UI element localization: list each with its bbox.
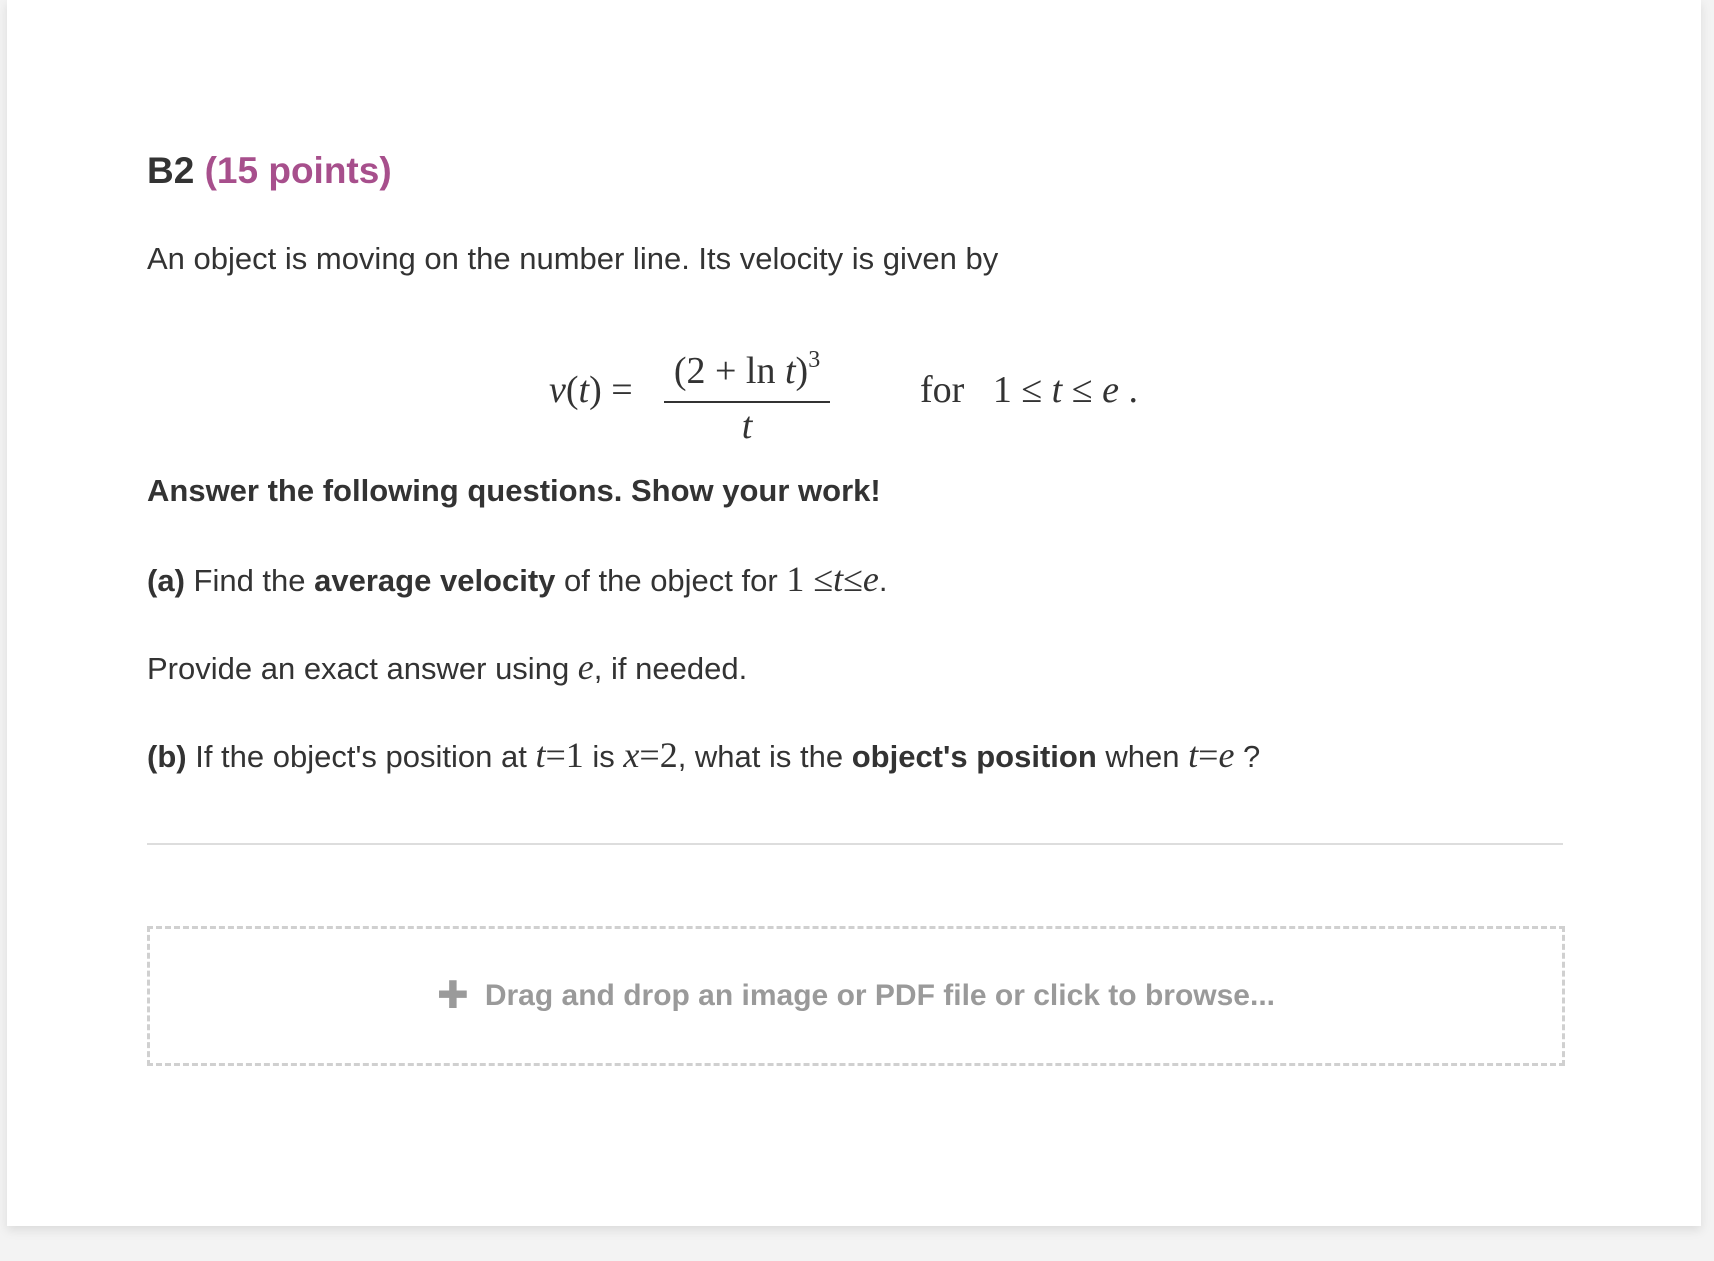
- question-card: [7, 0, 1701, 1226]
- note-text1: Provide an exact answer using: [147, 651, 578, 686]
- exact-answer-note: [147, 648, 747, 688]
- part-b-text2: is: [583, 739, 624, 774]
- t2-val: e: [1218, 735, 1235, 775]
- cond-dot: .: [1118, 369, 1138, 411]
- instructions-text: [147, 472, 881, 510]
- fraction-denominator: t: [741, 405, 753, 447]
- t1-val: 1: [565, 735, 584, 775]
- math-one: 1: [786, 559, 805, 599]
- intro-text: An object is moving on the number line. Its velocity is given by: [147, 241, 999, 276]
- cond-le: ≤: [1062, 369, 1103, 411]
- part-b-t1: [535, 735, 583, 775]
- eq-open: (: [565, 369, 579, 411]
- fraction-numerator: [664, 338, 830, 393]
- part-a-text2: of the object for: [555, 563, 787, 598]
- instructions-bold: Answer the following questions. Show your work!: [147, 473, 881, 508]
- eq-v: v: [549, 369, 566, 411]
- question-points: (15 points): [204, 150, 392, 191]
- eq-close-equals: ) =: [589, 369, 633, 411]
- x-var: x: [623, 735, 640, 775]
- math-e: e: [862, 559, 879, 599]
- num-text: (2 + ln: [673, 350, 785, 392]
- part-b-label: (b): [147, 739, 187, 774]
- t1-eq: =: [545, 735, 566, 775]
- equation-lhs: [549, 368, 633, 412]
- part-b-text4: when: [1096, 739, 1189, 774]
- part-a: [147, 560, 887, 600]
- question-title: [147, 150, 392, 192]
- note-text2: , if needed.: [593, 651, 748, 686]
- num-close: ): [795, 350, 809, 392]
- t2-eq: =: [1198, 735, 1219, 775]
- t2-var: t: [1188, 735, 1199, 775]
- num-var: t: [784, 350, 796, 392]
- section-divider: [147, 843, 1563, 845]
- plus-icon: ✚: [437, 975, 469, 1017]
- part-b: [147, 736, 1260, 776]
- x-eq: =: [639, 735, 660, 775]
- math-le1: ≤: [813, 559, 834, 599]
- part-a-text1: Find the: [184, 563, 315, 598]
- part-a-end: .: [878, 563, 888, 598]
- math-le2: ≤: [843, 559, 863, 599]
- part-a-label: (a): [147, 563, 185, 598]
- eq-t: t: [578, 369, 590, 411]
- velocity-equation: [147, 338, 1569, 447]
- part-a-math: [786, 559, 879, 599]
- t1-var: t: [535, 735, 546, 775]
- part-b-text1: If the object's position at: [186, 739, 536, 774]
- part-b-text3: , what is the: [677, 739, 852, 774]
- cond-one: 1 ≤: [992, 369, 1052, 411]
- x-val: 2: [659, 735, 678, 775]
- upload-label: Drag and drop an image or PDF file or click to browse...: [484, 979, 1275, 1012]
- num-exponent: 3: [808, 347, 821, 373]
- question-id: B2: [147, 150, 195, 191]
- part-a-bold: average velocity: [314, 563, 556, 598]
- equation-condition: [920, 368, 1138, 412]
- part-b-t2: [1188, 735, 1234, 775]
- equation-fraction: [664, 338, 830, 449]
- part-b-x: [623, 735, 677, 775]
- cond-for: for: [920, 369, 965, 411]
- cond-t: t: [1051, 369, 1063, 411]
- cond-e: e: [1102, 369, 1119, 411]
- math-t: t: [833, 559, 844, 599]
- part-b-bold: object's position: [851, 739, 1097, 774]
- file-upload-dropzone[interactable]: [147, 926, 1565, 1066]
- note-math-e: e: [577, 647, 594, 687]
- part-b-end: ?: [1234, 739, 1261, 774]
